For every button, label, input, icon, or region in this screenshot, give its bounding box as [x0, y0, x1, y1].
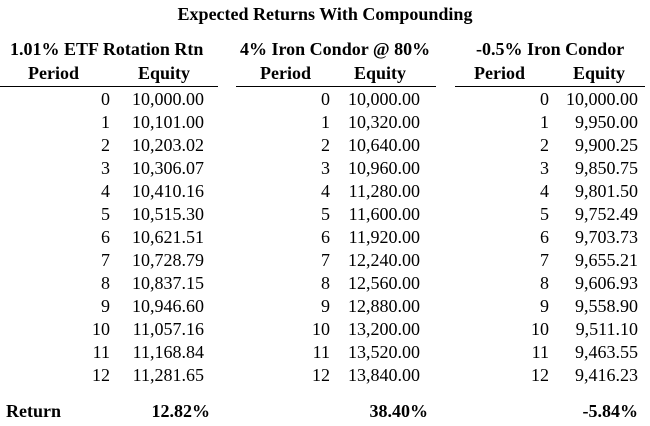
period-cell: 5: [540, 204, 549, 224]
equity-cell: 9,801.50: [575, 181, 638, 201]
return-value-etf-rotation: 12.82%: [151, 401, 210, 421]
period-cell: 6: [540, 227, 549, 247]
period-cell: 6: [101, 227, 110, 247]
table-row: [0, 272, 204, 295]
table-row: [455, 364, 638, 387]
equity-cell: 9,463.55: [575, 342, 638, 362]
table-row: [236, 272, 420, 295]
table-row: [236, 111, 420, 134]
equity-cell: 9,511.10: [575, 319, 638, 339]
period-cell: 3: [321, 158, 330, 178]
table-row: [455, 341, 638, 364]
period-cell: 11: [312, 342, 330, 362]
period-cell: 3: [540, 158, 549, 178]
table-rows: [236, 88, 420, 387]
table-row: [0, 157, 204, 180]
equity-cell: 11,168.84: [132, 342, 204, 362]
period-cell: 12: [531, 365, 549, 385]
equity-cell: 13,840.00: [348, 365, 420, 385]
period-cell: 8: [321, 273, 330, 293]
return-label: Return: [6, 401, 61, 421]
table-row: [236, 157, 420, 180]
page-title: Expected Returns With Compounding: [177, 4, 473, 24]
period-cell: 4: [540, 181, 549, 201]
equity-cell: 10,306.07: [132, 158, 204, 178]
table-rows: [455, 88, 638, 387]
table-rows: [0, 88, 204, 387]
period-cell: 1: [321, 112, 330, 132]
table-row: [236, 134, 420, 157]
header-rule: [455, 86, 645, 87]
equity-cell: 10,728.79: [132, 250, 204, 270]
table-row: [455, 157, 638, 180]
period-cell: 9: [101, 296, 110, 316]
equity-cell: 10,515.30: [132, 204, 204, 224]
period-cell: 2: [540, 135, 549, 155]
equity-cell: 9,416.23: [575, 365, 638, 385]
table-row: [0, 295, 204, 318]
table-row: [0, 341, 204, 364]
equity-cell: 10,837.15: [132, 273, 204, 293]
equity-cell: 9,655.21: [575, 250, 638, 270]
table-row: [0, 88, 204, 111]
period-cell: 5: [101, 204, 110, 224]
table-row: [0, 318, 204, 341]
equity-cell: 11,920.00: [348, 227, 420, 247]
period-cell: 9: [540, 296, 549, 316]
table-row: [0, 134, 204, 157]
period-cell: 0: [321, 89, 330, 109]
period-cell: 6: [321, 227, 330, 247]
period-cell: 7: [321, 250, 330, 270]
equity-header: Equity: [354, 63, 407, 83]
equity-cell: 10,410.16: [132, 181, 204, 201]
return-value-iron-condor-neg: -5.84%: [582, 401, 638, 421]
equity-cell: 10,621.51: [132, 227, 204, 247]
table-title: -0.5% Iron Condor: [476, 39, 625, 59]
period-cell: 4: [321, 181, 330, 201]
period-cell: 1: [540, 112, 549, 132]
equity-cell: 9,850.75: [575, 158, 638, 178]
equity-cell: 10,946.60: [132, 296, 204, 316]
table-title: 1.01% ETF Rotation Rtn: [10, 39, 204, 59]
period-header: Period: [260, 63, 311, 83]
return-value-iron-condor-80: 38.40%: [369, 401, 428, 421]
period-cell: 3: [101, 158, 110, 178]
table-row: [455, 272, 638, 295]
equity-cell: 11,280.00: [348, 181, 420, 201]
table-row: [455, 226, 638, 249]
header-rule: [0, 86, 218, 87]
equity-cell: 10,203.02: [132, 135, 204, 155]
table-row: [236, 88, 420, 111]
equity-cell: 10,000.00: [348, 89, 420, 109]
table-title: 4% Iron Condor @ 80%: [240, 39, 431, 59]
equity-cell: 9,900.25: [575, 135, 638, 155]
equity-cell: 11,600.00: [348, 204, 420, 224]
table-row: [455, 88, 638, 111]
equity-cell: 13,200.00: [348, 319, 420, 339]
equity-cell: 10,101.00: [132, 112, 204, 132]
table-row: [236, 318, 420, 341]
period-cell: 7: [540, 250, 549, 270]
period-cell: 9: [321, 296, 330, 316]
table-row: [455, 318, 638, 341]
table-row: [455, 111, 638, 134]
period-cell: 2: [101, 135, 110, 155]
period-cell: 2: [321, 135, 330, 155]
period-cell: 11: [531, 342, 549, 362]
period-cell: 11: [92, 342, 110, 362]
equity-cell: 9,950.00: [575, 112, 638, 132]
equity-cell: 9,752.49: [575, 204, 638, 224]
period-cell: 12: [92, 365, 110, 385]
table-row: [455, 180, 638, 203]
table-row: [0, 249, 204, 272]
table-row: [0, 180, 204, 203]
period-cell: 7: [101, 250, 110, 270]
equity-cell: 9,703.73: [575, 227, 638, 247]
table-row: [455, 134, 638, 157]
equity-cell: 10,000.00: [132, 89, 204, 109]
period-cell: 10: [531, 319, 549, 339]
period-header: Period: [474, 63, 525, 83]
equity-cell: 9,558.90: [575, 296, 638, 316]
period-cell: 4: [101, 181, 110, 201]
equity-cell: 12,880.00: [348, 296, 420, 316]
period-cell: 0: [101, 89, 110, 109]
table-row: [236, 364, 420, 387]
equity-cell: 9,606.93: [575, 273, 638, 293]
table-row: [236, 180, 420, 203]
period-cell: 10: [312, 319, 330, 339]
period-cell: 8: [101, 273, 110, 293]
equity-cell: 10,000.00: [566, 89, 638, 109]
period-header: Period: [28, 63, 79, 83]
equity-cell: 10,640.00: [348, 135, 420, 155]
table-row: [0, 226, 204, 249]
table-row: [0, 203, 204, 226]
period-cell: 8: [540, 273, 549, 293]
period-cell: 5: [321, 204, 330, 224]
equity-cell: 10,960.00: [348, 158, 420, 178]
equity-header: Equity: [138, 63, 191, 83]
period-cell: 10: [92, 319, 110, 339]
table-row: [0, 111, 204, 134]
table-row: [236, 341, 420, 364]
equity-cell: 13,520.00: [348, 342, 420, 362]
equity-cell: 11,057.16: [132, 319, 204, 339]
period-cell: 1: [101, 112, 110, 132]
table-row: [236, 249, 420, 272]
equity-cell: 11,281.65: [132, 365, 204, 385]
equity-cell: 10,320.00: [348, 112, 420, 132]
table-row: [455, 295, 638, 318]
table-row: [236, 203, 420, 226]
table-row: [236, 226, 420, 249]
table-row: [236, 295, 420, 318]
period-cell: 12: [312, 365, 330, 385]
header-rule: [236, 86, 436, 87]
table-row: [0, 364, 204, 387]
equity-cell: 12,240.00: [348, 250, 420, 270]
period-cell: 0: [540, 89, 549, 109]
table-row: [455, 203, 638, 226]
equity-header: Equity: [573, 63, 626, 83]
table-row: [455, 249, 638, 272]
equity-cell: 12,560.00: [348, 273, 420, 293]
